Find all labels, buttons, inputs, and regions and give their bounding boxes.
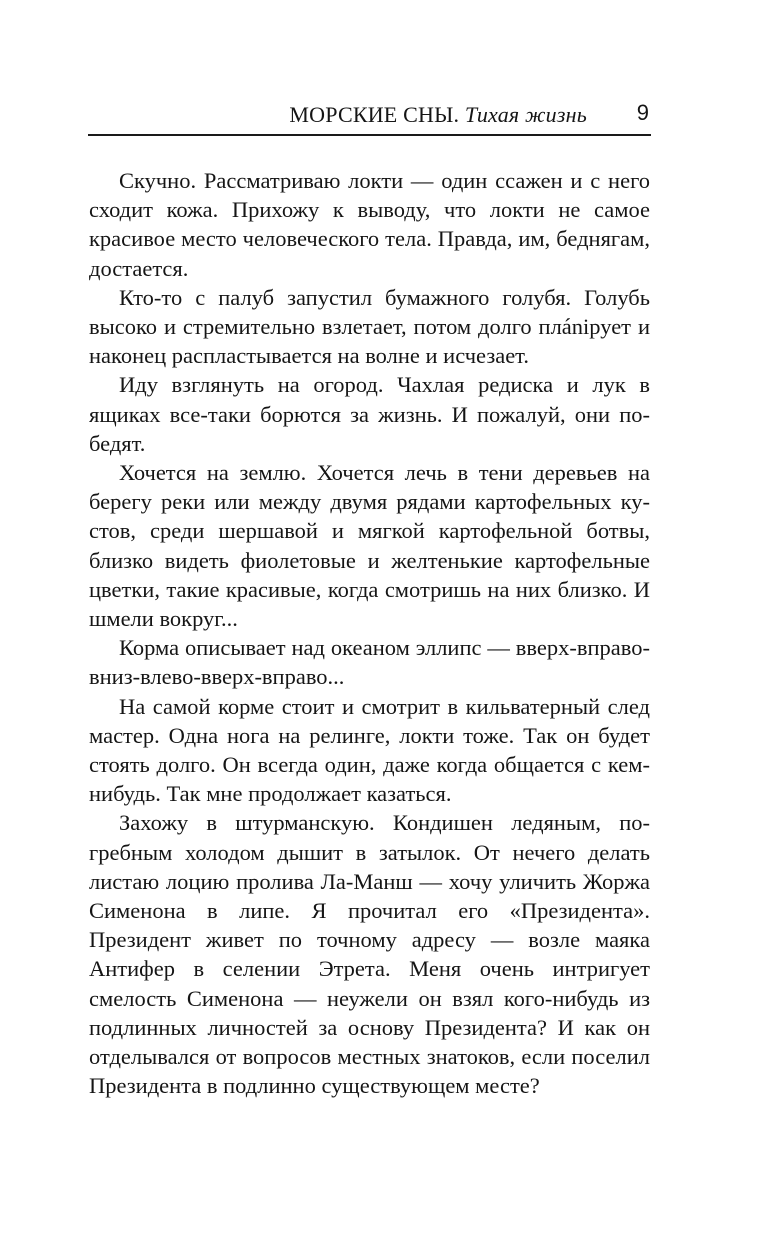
running-head-title: [289, 102, 587, 128]
paragraph: Корма описывает над океаном эллипс — вверх-вправо-вниз-влево-вверх-вправо...: [89, 635, 650, 690]
running-head: [88, 100, 651, 134]
chapter-title: Тихая жизнь: [464, 102, 587, 127]
paragraph: Хочется на землю. Хочется лечь в тени деревьев на берегу реки или между двумя рядами картофельных кустов, среди шершавой и мягкой картофельной ботвы, близко видеть фиолетовые и желтенькие картофельные цветки, такие красивые, когда смотришь на них близко. И шмели вокруг...: [89, 460, 650, 632]
paragraph: Кто-то с палуб запустил бумажного голубя. Голубь высоко и стремительно взлетает, потом долго плániрует и наконец распластывается на волне и исчезает.: [89, 284, 650, 369]
page-number: 9: [636, 100, 649, 125]
paragraph: Иду взглянуть на огород. Чахлая редиска и лук в ящиках все-таки борются за жизнь. И пожалуй, они победят.: [89, 372, 650, 456]
body-text: [89, 166, 650, 1101]
book-title: МОРСКИЕ СНЫ.: [289, 102, 460, 127]
paragraph: На самой корме стоит и смотрит в кильватерный след мастер. Одна нога на релинге, локти тоже. Так он будет стоять долго. Он всегда один, даже когда общается с кем-нибудь. Так мне продолжает казаться.: [89, 693, 650, 807]
paragraph: Захожу в штурманскую. Кондишен ледяным, погребным холодом дышит в затылок. От нечего делать листаю лоцию пролива Ла-Манш — хочу уличить Жоржа Сименона в липе. Я прочитал его «Президента». Президент живет по точному адресу — возле маяка Антифер в селении Этрета. Меня очень интригует смелость Сименона — неужели он взял кого-нибудь из подлинных личностей за основу Президента? И как он отделывался от вопросов местных знатоков, если поселил Президента в подлинно существующем месте?: [89, 810, 650, 1099]
header-rule: [88, 134, 651, 136]
paragraph: Скучно. Рассматриваю локти — один ссажен и с него сходит кожа. Прихожу к выводу, что локти не самое красивое место человеческого тела. Правда, им, беднягам, достается.: [89, 168, 650, 281]
